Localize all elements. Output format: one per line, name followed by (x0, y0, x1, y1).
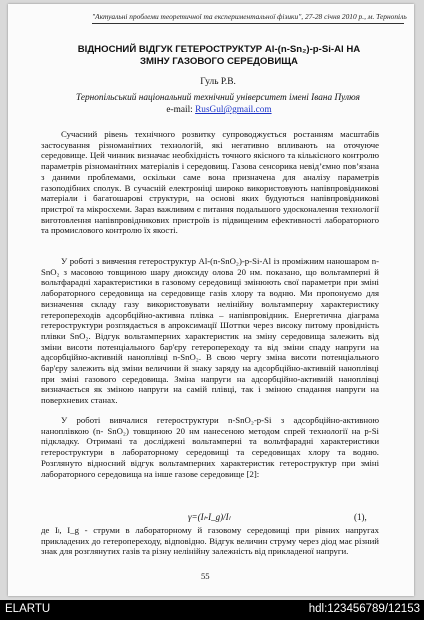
paper-affiliation: Тернопільський національний технічний університет імені Івана Пулюя (76, 93, 360, 103)
email-row (88, 105, 350, 115)
paragraph-1: Сучасний рівень технічного розвитку супроводжується ростанням масштабів застосування різноманітних технологій, які негативно впливають на оточуюче середовище. Цей чинник визначає необхідність точного якісного та кількісного контролю параметрів різноманітних матеріалів і середовищ. Газова сенсорика невід’ємно пов’язана з даними проблемами, оскільки саме вона призначена для аналізу параметрів газоподібних сполук. В сучасній електроніці широко використовують напівпровідникові матеріали і багатошарові структури, на основі яких будуються напівпровідникові пристрої та мікросхеми. Зараз важливим є питання подальшого удосконалення технології виготовлення напівпровідникових пристроїв із підвищеним ефективності лабораторного та промислового контролю їх якості. (41, 129, 379, 236)
formula: γ=(Iₗ-I_g)/Iₗ (188, 512, 231, 522)
formula-number: (1), (354, 512, 367, 522)
paper-author: Гуль Р.В. (200, 77, 236, 87)
document-page (8, 4, 414, 596)
paragraph-4: де Iₗ, I_g - струми в лабораторному й газовому середовищі при рівних напругах прикладених до гетеропереходу, відповідно. Відгук величин струму через діод має різний знак для розглянутих газів та різну нелінійну залежність від прикладеної напруги. (41, 525, 379, 557)
email-label: e-mail: (166, 105, 193, 115)
paragraph-2: У роботі з вивчення гетероструктур Al-(n-SnO₂)-p-Si-Al із проміжним наношаром n-SnO₂ з масовою товщиною шару диоксиду олова 20 нм. показано, що вольтамперні й вольтфарадні характеристики в газовому середовищі змінюють свої параметри при зміні лабораторного середовища на середовище газів хлору та водню. Ми пропонуємо для визначення складу газу використовувати нелінійну вольтамперну характеристику гетеропереходів адсорбційно-активна плівка – напівпровідник. Енергетична діаграма гетероструктури розглядається в апроксимації Шоттки через високу питому провідність плівки SnO₂. Відгук вольтамперних характеристик на зміну середовища залежить від зміни висоти потенціального бар'єру гетеропереходу та від зміни спаду напруги на адсорбційно-активній наноплівці n-SnO₂. В свою чергу зміна висоти потенціального бар'єру залежить від зміни величини й знаку заряду на адсорбційно-активній наноплівці при зміні газового середовища. Зміна напруги на адсорбційно-активній наноплівці визначається як зміною напруги на самій плівці, так і зміною спадання напруги на поверхневих станах. (41, 256, 379, 406)
conference-header: "Актуальні проблеми теоретичної та експериментальної фізики", 27-28 січня 2010 р., м. Тернопіль (92, 12, 407, 21)
footer-repository-label: ELARTU (5, 603, 51, 615)
paper-title: ВІДНОСНИЙ ВІДГУК ГЕТЕРОСТРУКТУР Al-(n-Sn₂)-p-Si-Al НА ЗМІНУ ГАЗОВОГО СЕРЕДОВИЩА (77, 44, 361, 67)
header-rule (92, 23, 404, 24)
paragraph-3: У роботі вивчалися гетероструктури n-SnO₂-p-Si з адсорбційно-активною наноплівкою (n- SnO₂) товщиною 20 нм нанесеною методом спрей технології на p-Si підкладку. Отримані та досліджені вольтамперні та вольтфарадні характеристики гетероструктури в лабораторному середовищі та середовищах хлору та водню. Розглянуто відносний відгук вольтамперних характеристик гетероструктур при зміні лабораторного середовища на інше газове середовище [2]: (41, 415, 379, 479)
page-number: 55 (201, 571, 210, 581)
email-link[interactable]: RusGul@gmail.com (195, 105, 272, 115)
footer-handle[interactable]: hdl:123456789/12153 (308, 603, 420, 615)
